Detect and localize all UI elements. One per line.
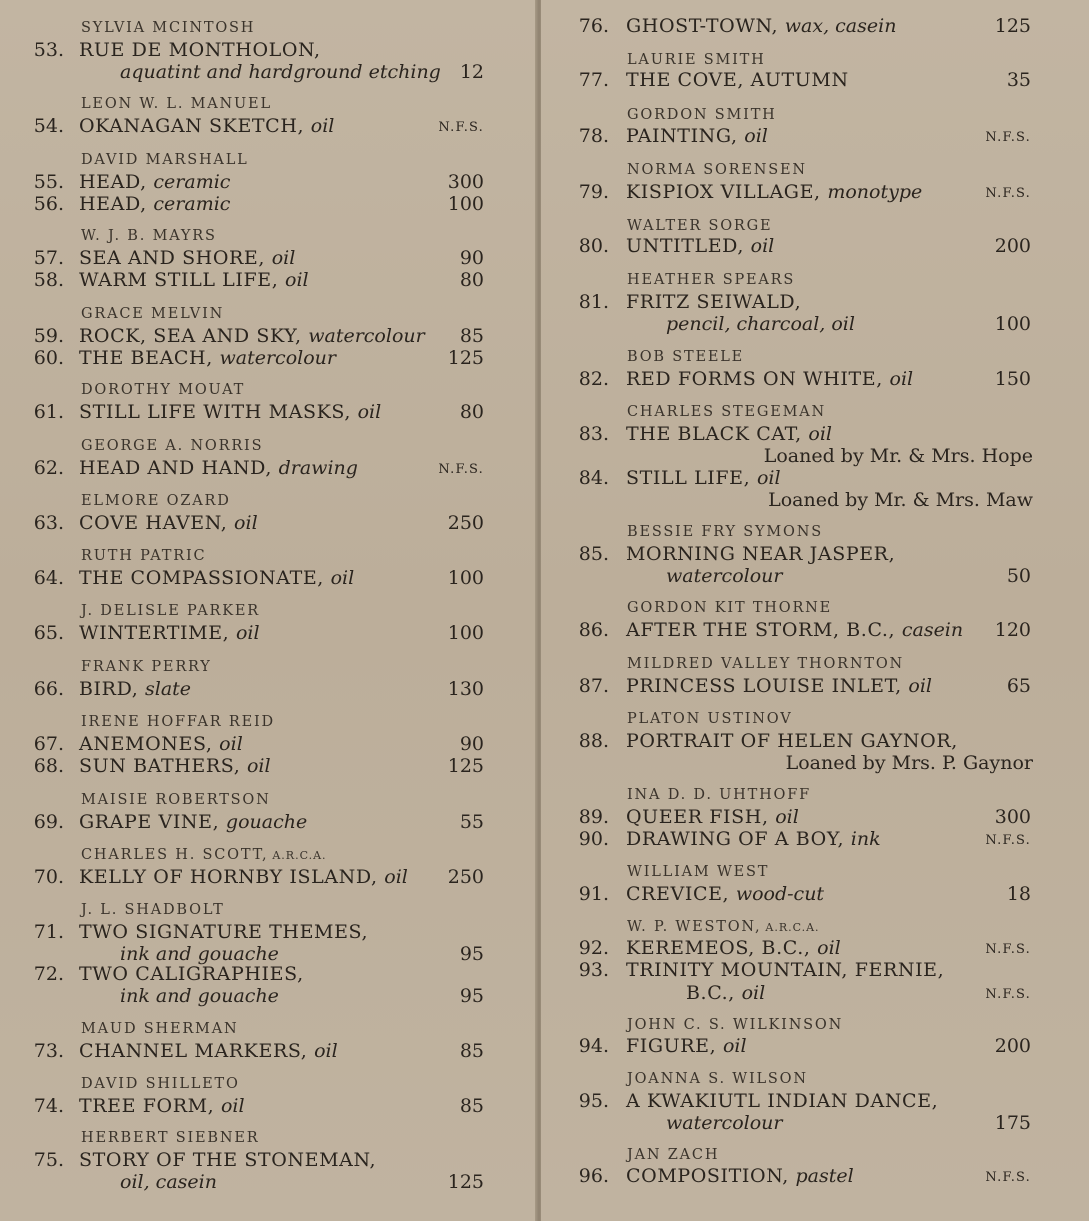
catalogue-entry — [0, 268, 537, 294]
artwork-title: BIRD, slate — [79, 678, 192, 700]
entry-number: 88. — [578, 730, 609, 752]
artwork-title: GRAPE VINE, gouache — [79, 811, 308, 833]
artwork-title: A KWAKIUTL INDIAN DANCE, — [626, 1090, 939, 1112]
not-for-sale-label: N.F.S. — [438, 462, 484, 477]
entry-number: 86. — [578, 619, 609, 641]
entry-number: 71. — [33, 921, 64, 943]
artwork-medium: oil — [220, 1095, 245, 1117]
artwork-medium: oil — [750, 235, 775, 257]
catalogue-entry — [541, 1164, 1089, 1190]
artwork-medium: casein — [901, 619, 964, 641]
artwork-title: ROCK, SEA AND SKY, watercolour — [79, 325, 425, 347]
entry-number: 72. — [33, 963, 64, 985]
artwork-title: PRINCESS LOUISE INLET, oil — [626, 675, 932, 697]
entry-number: 81. — [578, 291, 609, 313]
artwork-medium: wax, casein — [784, 15, 897, 37]
entry-number: 56. — [33, 193, 64, 215]
artist-name: FRANK PERRY — [81, 659, 212, 675]
artwork-title: TWO SIGNATURE THEMES, — [79, 921, 369, 943]
artist-name: DAVID MARSHALL — [81, 152, 249, 168]
entry-number: 83. — [578, 423, 609, 445]
entry-number: 74. — [33, 1095, 64, 1117]
artist-name: GEORGE A. NORRIS — [81, 438, 264, 454]
artwork-medium: oil — [310, 115, 335, 137]
artist-row — [0, 841, 537, 867]
artwork-medium: ink — [850, 828, 881, 850]
artist-row — [541, 343, 1089, 369]
artist-name: JOHN C. S. WILKINSON — [627, 1017, 844, 1033]
artwork-title: RED FORMS ON WHITE, oil — [626, 368, 914, 390]
artist-row — [0, 708, 537, 734]
price-value: 120 — [994, 619, 1031, 641]
artwork-title: THE BLACK CAT, oil — [626, 423, 832, 445]
left-page-entries — [0, 0, 537, 1221]
artwork-title: TRINITY MOUNTAIN, FERNIE, — [626, 959, 945, 981]
entry-number: 70. — [33, 866, 64, 888]
price-value: 130 — [447, 678, 484, 700]
entry-number: 58. — [33, 269, 64, 291]
artwork-title: FRITZ SEIWALD, — [626, 291, 802, 313]
artwork-medium: oil — [234, 512, 258, 534]
entry-number: 67. — [33, 733, 64, 755]
artwork-title: UNTITLED, oil — [626, 235, 775, 257]
price-value: 250 — [447, 866, 484, 888]
price-value: 95 — [459, 943, 484, 965]
catalogue-entry — [0, 400, 537, 426]
artwork-title: SEA AND SHORE, oil — [79, 247, 296, 269]
artist-row — [0, 300, 537, 326]
artwork-medium: oil — [314, 1040, 338, 1062]
price-value: 300 — [447, 171, 484, 193]
entry-number: 85. — [578, 543, 609, 565]
entry-number: 63. — [33, 512, 64, 534]
artist-name: GORDON KIT THORNE — [627, 600, 833, 616]
entry-number: 59. — [33, 325, 64, 347]
artwork-medium: oil — [357, 401, 382, 423]
artwork-medium: oil — [741, 982, 766, 1004]
price-value: 65 — [1006, 675, 1031, 697]
entry-number: 94. — [578, 1035, 609, 1057]
artwork-medium: ink and gouache — [120, 943, 279, 965]
price-value: 125 — [447, 1171, 484, 1193]
artwork-title: QUEER FISH, oil — [626, 806, 799, 828]
artwork-medium: ink and gouache — [120, 985, 279, 1007]
artist-row — [541, 594, 1089, 620]
artwork-medium: pastel — [795, 1165, 854, 1187]
catalogue-entry — [541, 1034, 1089, 1060]
catalogue-entry — [541, 180, 1089, 206]
artwork-medium: ceramic — [153, 193, 231, 215]
catalogue-entry — [541, 367, 1089, 393]
entry-number: 60. — [33, 347, 64, 369]
price-value: 50 — [1006, 565, 1031, 587]
artist-name: WALTER SORGE — [627, 218, 773, 234]
entry-number: 95. — [578, 1090, 609, 1112]
artwork-title: THE COVE, AUTUMN — [626, 69, 849, 91]
catalogue-entry — [541, 68, 1089, 94]
entry-number: 89. — [578, 806, 609, 828]
not-for-sale-label: N.F.S. — [985, 833, 1031, 848]
entry-number: 78. — [578, 125, 609, 147]
price-value: 55 — [459, 811, 484, 833]
artwork-medium: oil — [775, 806, 799, 828]
artist-name: CHARLES H. SCOTT, A.R.C.A. — [81, 847, 327, 863]
artwork-title: HEAD AND HAND, drawing — [79, 457, 358, 479]
price-value: 300 — [994, 806, 1031, 828]
catalogue-entry — [0, 754, 537, 780]
artwork-medium: watercolour — [666, 565, 783, 587]
artist-row — [541, 398, 1089, 424]
entry-number: 92. — [578, 937, 609, 959]
artwork-title: OKANAGAN SKETCH, oil — [79, 115, 335, 137]
catalogue-entry — [0, 810, 537, 836]
artist-name: CHARLES STEGEMAN — [627, 404, 827, 420]
price-value: 125 — [447, 755, 484, 777]
artwork-title: FIGURE, oil — [626, 1035, 747, 1057]
artwork-title: STILL LIFE, oil — [626, 467, 781, 489]
entry-number: 90. — [578, 828, 609, 850]
artwork-title: STORY OF THE STONEMAN, — [79, 1149, 377, 1171]
entry-number: 54. — [33, 115, 64, 137]
not-for-sale-label: N.F.S. — [985, 130, 1031, 145]
artist-name: IRENE HOFFAR REID — [81, 714, 275, 730]
entry-number: 57. — [33, 247, 64, 269]
artwork-medium: oil — [246, 755, 271, 777]
catalogue-entry — [0, 1094, 537, 1120]
artist-name: J. L. SHADBOLT — [81, 902, 225, 918]
artwork-medium: oil — [756, 467, 781, 489]
entry-number: 82. — [578, 368, 609, 390]
artwork-medium: drawing — [278, 457, 358, 479]
price-value: 100 — [447, 193, 484, 215]
loan-credit: Loaned by Mr. & Mrs. Hope — [763, 445, 1033, 467]
artist-name: W. J. B. MAYRS — [81, 228, 217, 244]
artwork-medium: oil — [744, 125, 768, 147]
catalogue-entry — [541, 124, 1089, 150]
artist-name: NORMA SORENSEN — [627, 162, 807, 178]
artwork-title: ANEMONES, oil — [79, 733, 243, 755]
catalogue-entry — [541, 312, 1089, 338]
artist-name: RUTH PATRIC — [81, 548, 207, 564]
artist-name: DAVID SHILLETO — [81, 1076, 240, 1092]
artist-name: MILDRED VALLEY THORNTON — [627, 656, 905, 672]
not-for-sale-label: N.F.S. — [985, 1170, 1031, 1185]
catalogue-entry — [541, 981, 1089, 1007]
artist-name: BOB STEELE — [627, 349, 745, 365]
artwork-medium: oil — [908, 675, 932, 697]
artwork-title: STILL LIFE WITH MASKS, oil — [79, 401, 382, 423]
price-value: 12 — [459, 61, 484, 83]
price-value: 200 — [994, 1035, 1031, 1057]
catalogue-entry — [541, 751, 1089, 777]
artwork-title: SUN BATHERS, oil — [79, 755, 271, 777]
entry-number: 96. — [578, 1165, 609, 1187]
artist-row — [0, 1015, 537, 1041]
artist-name: GRACE MELVIN — [81, 306, 225, 322]
artwork-title: CREVICE, wood-cut — [626, 883, 825, 905]
catalogue-entry — [541, 14, 1089, 40]
catalogue-entry — [0, 60, 537, 86]
right-page — [541, 0, 1089, 1221]
artwork-medium: slate — [145, 678, 192, 700]
artwork-title: TWO CALIGRAPHIES, — [79, 963, 304, 985]
artist-row — [541, 705, 1089, 731]
artist-row — [0, 487, 537, 513]
artist-name: MAISIE ROBERTSON — [81, 792, 271, 808]
artist-row — [0, 896, 537, 922]
artwork-medium: ceramic — [153, 171, 231, 193]
artwork-title: MORNING NEAR JASPER, — [626, 543, 896, 565]
catalogue-entry — [541, 234, 1089, 260]
artist-name: WILLIAM WEST — [627, 864, 770, 880]
artwork-title: COVE HAVEN, oil — [79, 512, 258, 534]
artist-name: INA D. D. UHTHOFF — [627, 787, 811, 803]
artwork-medium: watercolour — [219, 347, 336, 369]
artist-row — [0, 376, 537, 402]
artwork-title: KEREMEOS, B.C., oil — [626, 937, 841, 959]
price-value: 100 — [447, 622, 484, 644]
catalogue-entry — [541, 618, 1089, 644]
artist-row — [0, 1070, 537, 1096]
entry-number: 91. — [578, 883, 609, 905]
artwork-title: RUE DE MONTHOLON, — [79, 39, 321, 61]
catalogue-entry — [0, 1170, 537, 1196]
artwork-title: COMPOSITION, pastel — [626, 1165, 854, 1187]
artist-name: SYLVIA MCINTOSH — [81, 20, 256, 36]
price-value: 200 — [994, 235, 1031, 257]
artwork-title: KELLY OF HORNBY ISLAND, oil — [79, 866, 408, 888]
artist-row — [541, 156, 1089, 182]
catalogue-entry — [0, 114, 537, 140]
artist-row — [0, 146, 537, 172]
artwork-medium: watercolour — [308, 325, 425, 347]
artwork-medium: gouache — [225, 811, 308, 833]
entry-number: 61. — [33, 401, 64, 423]
artist-name: W. P. WESTON, A.R.C.A. — [627, 919, 820, 935]
catalogue-entry — [541, 882, 1089, 908]
not-for-sale-label: N.F.S. — [985, 987, 1031, 1002]
catalogue-entry — [0, 677, 537, 703]
artwork-title: WARM STILL LIFE, oil — [79, 269, 309, 291]
not-for-sale-label: N.F.S. — [438, 120, 484, 135]
artist-row — [0, 597, 537, 623]
entry-number: 75. — [33, 1149, 64, 1171]
price-value: 100 — [994, 313, 1031, 335]
artist-row — [541, 518, 1089, 544]
artist-name: GORDON SMITH — [627, 107, 777, 123]
entry-number: 79. — [578, 181, 609, 203]
artist-row — [541, 650, 1089, 676]
artwork-title: THE COMPASSIONATE, oil — [79, 567, 355, 589]
artwork-title: KISPIOX VILLAGE, monotype — [626, 181, 923, 203]
artist-name: LAURIE SMITH — [627, 52, 766, 68]
price-value: 80 — [459, 269, 484, 291]
artwork-medium: aquatint and hardground etching — [120, 61, 441, 83]
artwork-medium: watercolour — [666, 1112, 783, 1134]
artist-row — [0, 432, 537, 458]
entry-number: 84. — [578, 467, 609, 489]
entry-number: 64. — [33, 567, 64, 589]
artist-name: ELMORE OZARD — [81, 493, 231, 509]
artist-name: LEON W. L. MANUEL — [81, 96, 272, 112]
price-value: 150 — [994, 368, 1031, 390]
catalogue-entry — [0, 984, 537, 1010]
catalogue-entry — [0, 621, 537, 647]
academy-suffix: A.R.C.A. — [765, 921, 820, 934]
entry-number: 80. — [578, 235, 609, 257]
price-value: 175 — [994, 1112, 1031, 1134]
not-for-sale-label: N.F.S. — [985, 186, 1031, 201]
artwork-medium: oil — [384, 866, 408, 888]
price-value: 35 — [1006, 69, 1031, 91]
entry-number: 68. — [33, 755, 64, 777]
entry-number: 76. — [578, 15, 609, 37]
price-value: 100 — [447, 567, 484, 589]
artwork-title: AFTER THE STORM, B.C., casein — [626, 619, 964, 641]
artist-row — [541, 858, 1089, 884]
artist-name: JOANNA S. WILSON — [627, 1071, 808, 1087]
artwork-medium: oil — [817, 937, 841, 959]
artist-name: J. DELISLE PARKER — [81, 603, 260, 619]
catalogue-entry — [541, 674, 1089, 700]
artist-name: PLATON USTINOV — [627, 711, 793, 727]
not-for-sale-label: N.F.S. — [985, 942, 1031, 957]
entry-number: 77. — [578, 69, 609, 91]
entry-number: 66. — [33, 678, 64, 700]
right-page-entries — [541, 0, 1089, 1221]
catalogue-entry — [0, 865, 537, 891]
artwork-medium: oil — [285, 269, 309, 291]
artwork-medium: oil — [271, 247, 296, 269]
artist-row — [0, 1124, 537, 1150]
artwork-medium: wood-cut — [735, 883, 825, 905]
catalogue-entry — [0, 511, 537, 537]
artwork-medium: oil — [808, 423, 832, 445]
catalogue-entry — [541, 564, 1089, 590]
entry-number: 53. — [33, 39, 64, 61]
price-value: 85 — [459, 325, 484, 347]
catalogue-entry — [541, 1111, 1089, 1137]
left-page — [0, 0, 537, 1221]
price-value: 85 — [459, 1095, 484, 1117]
entry-number: 93. — [578, 959, 609, 981]
catalogue-entry — [0, 192, 537, 218]
price-value: 85 — [459, 1040, 484, 1062]
artwork-title: DRAWING OF A BOY, ink — [626, 828, 881, 850]
artist-row — [0, 90, 537, 116]
artwork-medium: oil — [722, 1035, 747, 1057]
artwork-title: PAINTING, oil — [626, 125, 768, 147]
artist-name: BESSIE FRY SYMONS — [627, 524, 823, 540]
artist-row — [0, 14, 537, 40]
entry-number: 62. — [33, 457, 64, 479]
artwork-medium: oil — [235, 622, 260, 644]
catalogue-entry — [0, 456, 537, 482]
artist-name: HEATHER SPEARS — [627, 272, 796, 288]
entry-number: 55. — [33, 171, 64, 193]
artist-row — [0, 542, 537, 568]
artist-name: JAN ZACH — [627, 1147, 720, 1163]
price-value: 80 — [459, 401, 484, 423]
artwork-title: HEAD, ceramic — [79, 193, 231, 215]
artist-row — [0, 653, 537, 679]
artist-name: DOROTHY MOUAT — [81, 382, 246, 398]
entry-number: 73. — [33, 1040, 64, 1062]
loan-credit: Loaned by Mr. & Mrs. Maw — [768, 489, 1033, 511]
price-value: 95 — [459, 985, 484, 1007]
artwork-medium: oil — [330, 567, 355, 589]
catalogue-entry — [0, 1039, 537, 1065]
catalogue-entry — [0, 346, 537, 372]
artwork-title: CHANNEL MARKERS, oil — [79, 1040, 338, 1062]
entry-number: 65. — [33, 622, 64, 644]
artwork-title-continued: B.C., oil — [686, 982, 766, 1004]
artist-row — [541, 1065, 1089, 1091]
artwork-medium: oil — [219, 733, 243, 755]
artist-row — [541, 266, 1089, 292]
artist-row — [0, 222, 537, 248]
artist-name: MAUD SHERMAN — [81, 1021, 239, 1037]
loan-credit: Loaned by Mrs. P. Gaynor — [785, 752, 1033, 774]
artwork-medium: oil, casein — [120, 1171, 217, 1193]
artwork-title: THE BEACH, watercolour — [79, 347, 336, 369]
catalogue-entry — [541, 488, 1089, 514]
entry-number: 69. — [33, 811, 64, 833]
price-value: 125 — [447, 347, 484, 369]
artwork-title: GHOST-TOWN, wax, casein — [626, 15, 897, 37]
catalogue-entry — [0, 566, 537, 592]
artwork-medium: monotype — [827, 181, 923, 203]
artwork-title: HEAD, ceramic — [79, 171, 231, 193]
artist-row — [0, 786, 537, 812]
artwork-title: PORTRAIT OF HELEN GAYNOR, — [626, 730, 958, 752]
academy-suffix: A.R.C.A. — [272, 849, 327, 862]
entry-number: 87. — [578, 675, 609, 697]
artwork-medium: pencil, charcoal, oil — [666, 313, 855, 335]
price-value: 250 — [447, 512, 484, 534]
price-value: 90 — [459, 247, 484, 269]
catalogue-entry — [541, 827, 1089, 853]
artist-name: HERBERT SIEBNER — [81, 1130, 260, 1146]
price-value: 125 — [994, 15, 1031, 37]
artist-row — [541, 781, 1089, 807]
artwork-title: WINTERTIME, oil — [79, 622, 260, 644]
price-value: 18 — [1006, 883, 1031, 905]
price-value: 90 — [459, 733, 484, 755]
artwork-medium: oil — [889, 368, 914, 390]
artwork-title: TREE FORM, oil — [79, 1095, 245, 1117]
